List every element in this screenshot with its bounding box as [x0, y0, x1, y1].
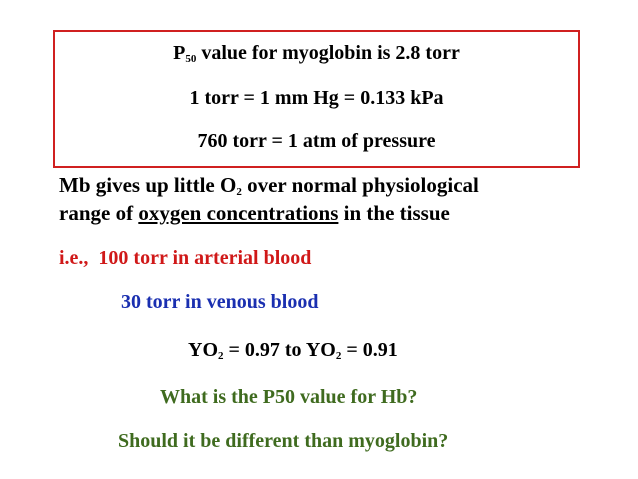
mb-text-end: over normal physiological [241, 173, 479, 197]
question-p50-hb: What is the P50 value for Hb? [160, 386, 418, 408]
range-text-end: in the tissue [338, 201, 450, 225]
yo2-label-1: YO [188, 339, 218, 361]
yo2-subscript-1: 2 [218, 350, 224, 362]
yo2-middle-text: = 0.97 to YO [223, 339, 336, 361]
yo2-end-text: = 0.91 [341, 339, 398, 361]
range-line [59, 203, 450, 224]
mb-text-start: Mb gives up little O [59, 173, 237, 197]
range-text-start: range of [59, 201, 139, 225]
p50-subscript: 50 [185, 53, 197, 65]
oxygen-concentrations-text: oxygen concentrations [138, 201, 339, 225]
o2-subscript: 2 [236, 186, 242, 198]
question-different: Should it be different than myoglobin? [118, 430, 449, 452]
torr-conversion-line: 1 torr = 1 mm Hg = 0.133 kPa [189, 87, 444, 109]
yo2-line [188, 340, 398, 360]
yo2-subscript-2: 2 [335, 350, 342, 362]
p50-label: P [173, 42, 186, 64]
atm-conversion-line: 760 torr = 1 atm of pressure [197, 130, 436, 152]
p50-myoglobin-line [53, 43, 580, 63]
mb-oxygen-line [59, 175, 479, 196]
venous-blood-line: 30 torr in venous blood [121, 291, 319, 313]
arterial-blood-line: i.e., 100 torr in arterial blood [59, 247, 312, 269]
p50-value-text: value for myoglobin is 2.8 torr [196, 42, 460, 64]
